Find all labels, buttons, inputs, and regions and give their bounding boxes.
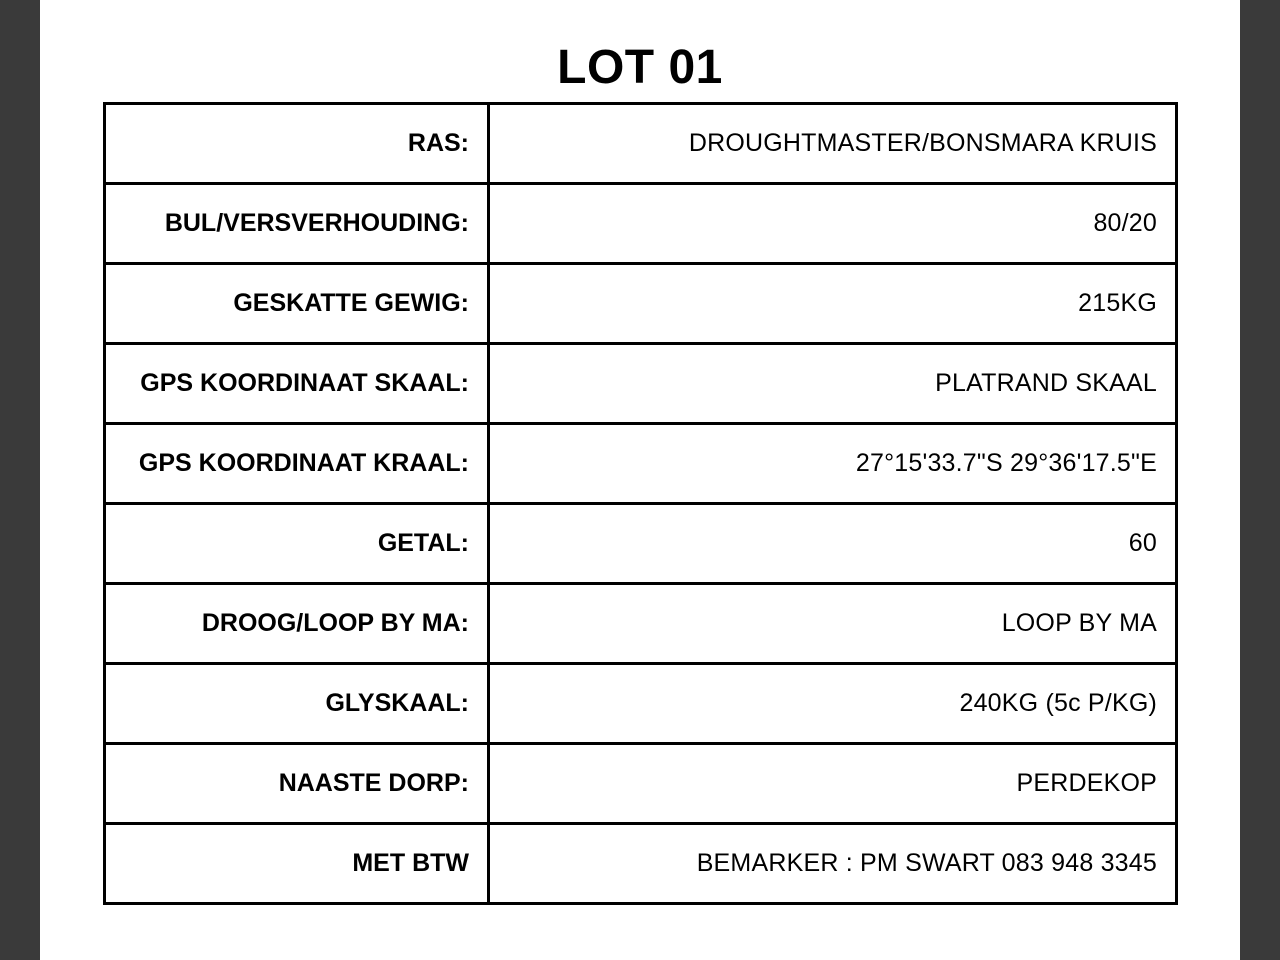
table-row-met-btw (105, 824, 1177, 904)
row-label: RAS: (105, 104, 489, 184)
document-page (40, 0, 1240, 960)
row-value: 27°15'33.7"S 29°36'17.5"E (489, 424, 1177, 504)
table-row-gps-kraal (105, 424, 1177, 504)
table-row-gps-skaal (105, 344, 1177, 424)
page-title: LOT 01 (557, 41, 723, 94)
row-value: 240KG (5c P/KG) (489, 664, 1177, 744)
row-label: GPS KOORDINAAT KRAAL: (105, 424, 489, 504)
row-label: GETAL: (105, 504, 489, 584)
row-value: 60 (489, 504, 1177, 584)
table-row-getal (105, 504, 1177, 584)
row-value: DROUGHTMASTER/BONSMARA KRUIS (489, 104, 1177, 184)
row-value: 215KG (489, 264, 1177, 344)
row-value: LOOP BY MA (489, 584, 1177, 664)
row-label: BUL/VERSVERHOUDING: (105, 184, 489, 264)
table-row-ras (105, 104, 1177, 184)
table-row-glyskaal (105, 664, 1177, 744)
row-label: GESKATTE GEWIG: (105, 264, 489, 344)
row-value: PERDEKOP (489, 744, 1177, 824)
row-label: NAASTE DORP: (105, 744, 489, 824)
row-label: GLYSKAAL: (105, 664, 489, 744)
row-value: PLATRAND SKAAL (489, 344, 1177, 424)
table-row-bul-versverhouding (105, 184, 1177, 264)
row-value: BEMARKER : PM SWART 083 948 3345 (489, 824, 1177, 904)
table-row-geskatte-gewig (105, 264, 1177, 344)
row-value: 80/20 (489, 184, 1177, 264)
row-label: MET BTW (105, 824, 489, 904)
table-row-droog-loop (105, 584, 1177, 664)
lot-details-table (103, 102, 1178, 905)
row-label: GPS KOORDINAAT SKAAL: (105, 344, 489, 424)
row-label: DROOG/LOOP BY MA: (105, 584, 489, 664)
table-row-naaste-dorp (105, 744, 1177, 824)
